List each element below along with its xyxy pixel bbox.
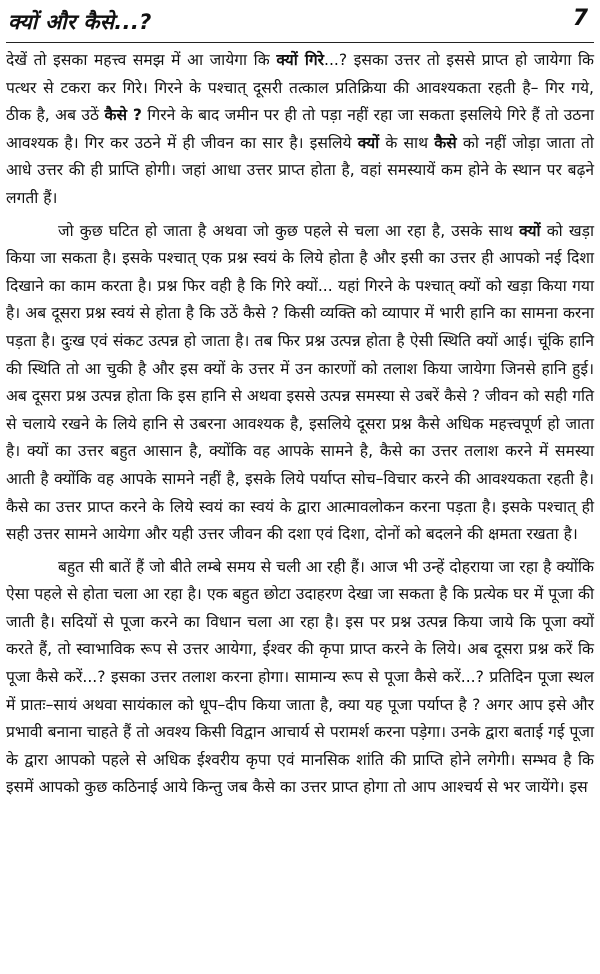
text-run: को नहीं जोड़ा जाता तो आधे उत्तर की ही प्राप्ति होगी। जहां आधा उत्तर प्राप्त होता है, वहां समस्यायें कम होने के स्थान पर बढ़ने लगती हैं। xyxy=(6,133,594,207)
paragraph-2 xyxy=(6,218,594,549)
bold-term: क्यों xyxy=(519,221,541,240)
text-run: को खड़ा किया जा सकता है। इसके पश्चात् एक प्रश्न स्वयं के लिये होता है और इसी का उत्तर ही आपको नई दिशा दिखाने का काम करता है। प्रश्न फिर वही है कि गिरे क्यों... यहां गिरने के पश्चात् क्यों को खड़ा किया गया है। अब दूसरा प्रश्न स्वयं से होता है कि उठें कैसे ? किसी व्यक्ति को व्यापार में भारी हानि का सामना करना पड़ता है। दुःख एवं संकट उत्पन्न हो जाता है। तब फिर प्रश्न उत्पन्न होता है ऐसी स्थिति क्यों आई। चूंकि हानि की स्थिति तो आ चुकी है और इस क्यों के उत्तर में उन कारणों को तलाश किया जायेगा जिनसे हानि हुई। अब दूसरा प्रश्न उत्पन्न होता कि इस हानि से अथवा इससे उत्पन्न समस्या से उबरें कैसे ? जीवन को सही गति से चलाये रखने के लिये हानि से उबरना आवश्यक है, इसलिये दूसरा प्रश्न कैसे अधिक महत्त्वपूर्ण हो जाता है। क्यों का उत्तर बहुत आसान है, क्योंकि वह आपके सामने है, कैसे का उत्तर तलाश करने में समस्या आती है क्योंकि वह आपके सामने नहीं है, इसके लिये पर्याप्त सोच–विचार करने की आवश्यकता रहती है। कैसे का उत्तर प्राप्त करने के लिये स्वयं का स्वयं के द्वारा आत्मावलोकन करना पड़ता है। इसके पश्चात् ही सही उत्तर सामने आयेगा और यही उत्तर जीवन की दशा एवं दिशा, दोनों को बदलने की क्षमता रखता है। xyxy=(6,221,594,544)
running-title: क्यों और कैसे...? xyxy=(8,10,152,34)
text-run: ...? इसका उत्तर तो इससे प्राप्त हो जायेगा कि पत्थर से टकरा कर गिरे। गिरने के पश्चात् दूसरी तत्काल प्रतिक्रिया की आवश्यकता रहती है– गिर गये, ठीक है, अब उठें xyxy=(6,51,594,125)
bold-term: क्यों गिरे xyxy=(276,51,325,69)
text-run: बहुत सी बातें हैं जो बीते लम्बे समय से चली आ रही हैं। आज भी उन्हें दोहराया जा रहा है क्योंकि ऐसा पहले से होता चला आ रहा है। एक बहुत छोटा उदाहरण देखा जा सकता है कि प्रत्येक घर में पूजा की जाती है। सदियों से पूजा करने का विधान चला आ रहा है। इस पर प्रश्न उत्पन्न किया जाये कि पूजा क्यों करते हैं, तो स्वाभाविक रूप से उत्तर आयेगा, ईश्वर की कृपा प्राप्त करने के लिये। अब दूसरा प्रश्न करें कि पूजा कैसे करें...? इसका उत्तर तलाश करना होगा। सामान्य रूप से पूजा कैसे करें...? प्रतिदिन पूजा स्थल में प्रातः–सायं अथवा सायंकाल को धूप–दीप किया जाता है, क्या यह पूजा पर्याप्त है ? अगर आप इसे और प्रभावी बनाना चाहते हैं तो अवश्य किसी विद्वान आचार्य से परामर्श करना पड़ेगा। उनके द्वारा बताई गई पूजा के द्वारा आपको पहले से अधिक ईश्वरीय कृपा एवं मानसिक शांति की प्राप्ति होने लगेगी। सम्भव है कि इसमें आपको कुछ कठिनाई आये किन्तु जब कैसे का उत्तर प्राप्त होगा तो आप आश्चर्य से भर जायेंगे। इस xyxy=(6,557,594,797)
text-run: जो कुछ घटित हो जाता है अथवा जो कुछ पहले से चला आ रहा है, उसके साथ xyxy=(58,221,520,240)
page-number: 7 xyxy=(572,6,588,31)
text-run: देखें तो इसका महत्त्व समझ में आ जायेगा कि xyxy=(6,51,277,69)
paragraph-3 xyxy=(6,554,594,802)
page-header xyxy=(6,6,594,43)
bold-term: कैसे xyxy=(434,133,457,152)
text-run: गिरने के बाद जमीन पर ही तो पड़ा नहीं रहा जा सकता इसलिये गिरे हैं तो उठना आवश्यक है। गिर कर उठने में ही जीवन का सार है। इसलिये xyxy=(6,106,595,152)
bold-term: क्यों xyxy=(357,133,380,152)
bold-term: कैसे ? xyxy=(104,106,142,125)
paragraph-1 xyxy=(6,47,594,213)
text-run: के साथ xyxy=(379,133,435,152)
